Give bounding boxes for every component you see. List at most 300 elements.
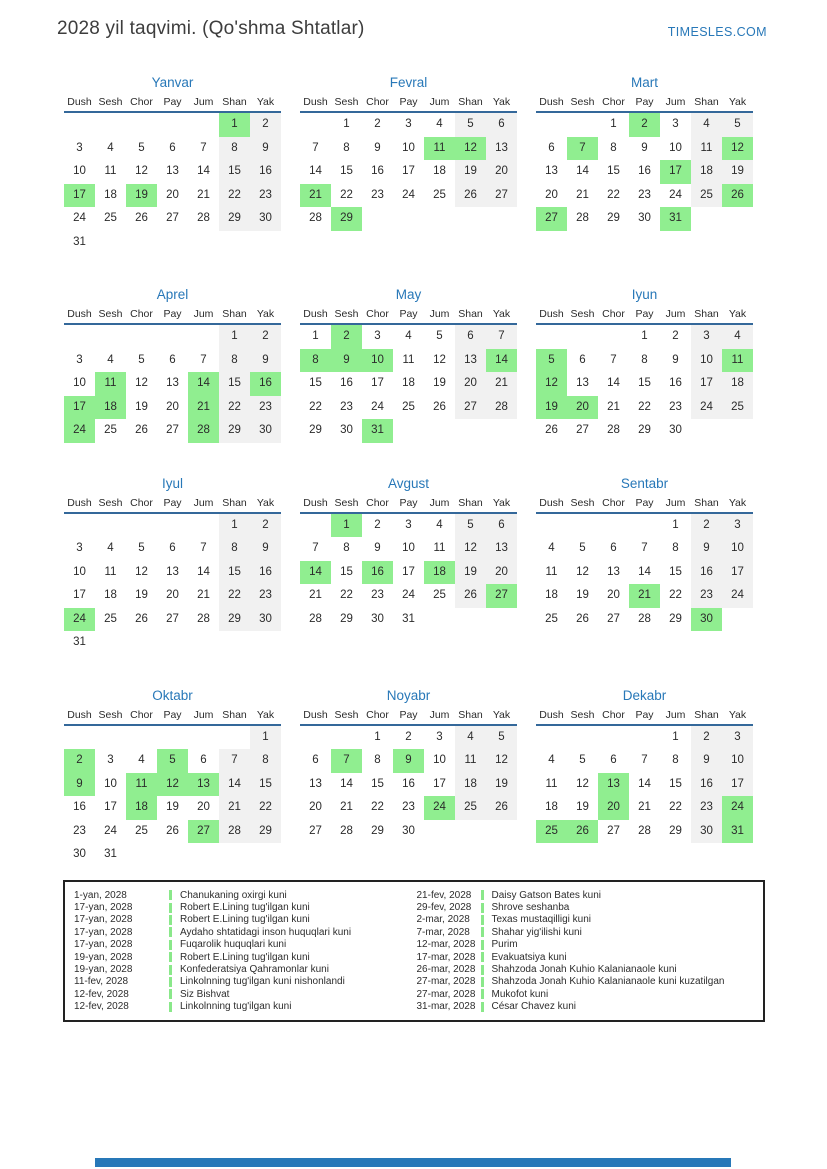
day-cell: 15 (669, 777, 682, 790)
day-cell: 4 (455, 726, 486, 750)
day-cell: 2 (250, 325, 281, 349)
weekday-label: Yak (256, 708, 275, 721)
day-cell: 19 (576, 801, 589, 813)
day-cell: 6 (548, 141, 555, 154)
legend-date: 12-mar, 2028 (416, 939, 476, 951)
day-cell: 3 (76, 353, 83, 366)
day-cell: 10 (402, 141, 415, 154)
day-cell: 22 (371, 801, 384, 813)
legend-holiday-name: Siz Bishvat (180, 988, 230, 1000)
legend-date: 17-yan, 2028 (74, 926, 133, 938)
day-cell: 2 (672, 330, 679, 342)
empty-cell (629, 726, 660, 750)
weekday-label: Jum (429, 96, 450, 108)
day-cell: 22 (340, 188, 353, 201)
weekday-label: Yak (492, 708, 511, 721)
day-cell: 26 (722, 184, 753, 208)
day-cell: 12 (486, 749, 517, 773)
weekday-label: Pay (399, 308, 418, 320)
weekday-label: Sesh (334, 708, 359, 721)
day-cell: 26 (576, 612, 589, 625)
day-cell: 27 (536, 207, 567, 231)
day-cell: 29 (669, 824, 682, 837)
legend-holiday-name: Fuqarolik huquqlari kuni (180, 939, 287, 951)
day-cell: 23 (371, 589, 384, 601)
day-cell: 6 (579, 353, 586, 366)
empty-cell (64, 325, 95, 349)
day-cell: 16 (402, 777, 415, 790)
day-cell: 10 (433, 754, 446, 766)
weekday-row (536, 308, 753, 325)
weekday-label: Shan (222, 96, 247, 108)
day-cell: 1 (374, 730, 381, 743)
day-cell: 23 (402, 801, 415, 813)
day-cell: 21 (638, 801, 651, 813)
month-title: Sentabr (620, 475, 669, 491)
day-cell: 2 (374, 118, 381, 130)
day-cell: 18 (104, 589, 117, 601)
day-cell: 22 (219, 396, 250, 420)
legend-date: 17-yan, 2028 (74, 939, 133, 951)
weekday-label: Shan (458, 308, 483, 320)
legend-holiday-name: Texas mustaqilligi kuni (491, 914, 591, 926)
weekday-row (64, 96, 281, 113)
day-cell: 7 (610, 353, 617, 366)
legend-row (417, 1001, 760, 1013)
weekday-label: Dush (303, 496, 328, 509)
day-cell: 14 (638, 777, 651, 790)
day-cell: 22 (669, 801, 682, 813)
days-grid (300, 325, 517, 443)
weekday-label: Chor (602, 308, 625, 320)
day-cell: 28 (197, 612, 210, 625)
weekday-label: Chor (366, 708, 389, 721)
day-cell: 26 (433, 400, 446, 413)
legend-row (417, 988, 760, 1000)
holiday-tick-icon (169, 915, 172, 925)
weekday-label: Sesh (98, 96, 123, 108)
weekday-label: Pay (163, 96, 182, 108)
weekday-label: Jum (665, 96, 686, 108)
day-cell: 23 (691, 796, 722, 820)
weekday-label: Jum (665, 496, 686, 509)
day-cell: 15 (607, 165, 620, 177)
day-cell: 10 (73, 565, 86, 578)
day-cell: 16 (250, 160, 281, 184)
holiday-tick-icon (481, 927, 484, 937)
weekday-label: Dush (539, 496, 564, 509)
empty-cell (331, 726, 362, 750)
day-cell: 21 (486, 372, 517, 396)
empty-cell (126, 726, 157, 750)
day-cell: 11 (433, 542, 446, 554)
day-cell: 11 (95, 372, 126, 396)
day-cell: 2 (64, 749, 95, 773)
weekday-label: Shan (222, 496, 247, 509)
day-cell: 30 (73, 848, 86, 860)
day-cell: 14 (607, 377, 620, 389)
day-cell: 13 (166, 165, 179, 177)
empty-cell (536, 113, 567, 137)
day-cell: 31 (73, 235, 86, 248)
month-block (536, 687, 753, 844)
days-grid (536, 325, 753, 443)
day-cell: 27 (309, 824, 322, 837)
legend-row (74, 988, 417, 1000)
legend-row (74, 1001, 417, 1013)
day-cell: 20 (486, 160, 517, 184)
day-cell: 27 (166, 424, 179, 436)
day-cell: 20 (309, 801, 322, 813)
weekday-row (64, 308, 281, 325)
legend-row (417, 926, 760, 938)
day-cell: 31 (402, 612, 415, 625)
day-cell: 7 (219, 749, 250, 773)
day-cell: 26 (166, 824, 179, 837)
day-cell: 16 (340, 377, 353, 389)
day-cell: 3 (374, 330, 381, 342)
empty-cell (188, 113, 219, 137)
day-cell: 19 (455, 561, 486, 585)
day-cell: 13 (166, 377, 179, 389)
day-cell: 20 (166, 400, 179, 413)
day-cell: 5 (722, 113, 753, 137)
day-cell: 9 (331, 349, 362, 373)
weekday-label: Shan (694, 96, 719, 108)
month-title: Avgust (387, 475, 430, 491)
day-cell: 17 (691, 372, 722, 396)
day-cell: 13 (545, 165, 558, 177)
day-cell: 10 (73, 165, 86, 177)
legend-row (74, 926, 417, 938)
day-cell: 24 (722, 796, 753, 820)
day-cell: 14 (340, 777, 353, 790)
day-cell: 21 (197, 188, 210, 201)
legend-holiday-name: Shahar yig'ilishi kuni (491, 926, 582, 938)
empty-cell (567, 325, 598, 349)
weekday-label: Shan (694, 496, 719, 509)
weekday-label: Pay (163, 496, 182, 509)
month-block (64, 74, 281, 254)
day-cell: 9 (374, 542, 381, 554)
empty-cell (95, 514, 126, 538)
weekday-label: Dush (67, 496, 92, 509)
day-cell: 19 (576, 589, 589, 601)
day-cell: 6 (200, 754, 207, 766)
day-cell: 15 (250, 773, 281, 797)
day-cell: 15 (309, 377, 322, 389)
day-cell: 31 (722, 820, 753, 844)
empty-cell (157, 325, 188, 349)
day-cell: 4 (138, 754, 145, 766)
day-cell: 30 (669, 424, 682, 436)
day-cell: 20 (197, 801, 210, 813)
empty-cell (300, 113, 331, 137)
weekday-label: Shan (222, 308, 247, 320)
weekday-label: Dush (303, 308, 328, 320)
empty-cell (629, 514, 660, 538)
day-cell: 17 (371, 377, 384, 389)
day-cell: 3 (76, 141, 83, 154)
day-cell: 27 (486, 584, 517, 608)
day-cell: 18 (691, 160, 722, 184)
holiday-tick-icon (481, 903, 484, 913)
day-cell: 12 (722, 137, 753, 161)
day-cell: 24 (402, 188, 415, 201)
day-cell: 30 (250, 419, 281, 443)
day-cell: 3 (722, 514, 753, 538)
day-cell: 13 (188, 773, 219, 797)
day-cell: 9 (393, 749, 424, 773)
month-block (536, 286, 753, 443)
day-cell: 14 (300, 561, 331, 585)
legend-holiday-name: Chanukaning oxirgi kuni (180, 889, 287, 901)
day-cell: 15 (638, 377, 651, 389)
day-cell: 6 (610, 542, 617, 554)
legend-col-right (417, 889, 760, 1013)
weekday-label: Sesh (334, 308, 359, 320)
day-cell: 12 (135, 377, 148, 389)
weekday-label: Yak (256, 496, 275, 509)
day-cell: 21 (576, 188, 589, 201)
weekday-label: Pay (635, 308, 654, 320)
weekday-label: Dush (539, 96, 564, 108)
legend-holiday-name: Robert E.Lining tug'ilgan kuni (180, 914, 310, 926)
day-cell: 11 (722, 349, 753, 373)
day-cell: 27 (576, 424, 589, 436)
empty-cell (598, 514, 629, 538)
day-cell: 17 (104, 801, 117, 813)
day-cell: 14 (219, 773, 250, 797)
day-cell: 31 (660, 207, 691, 231)
legend-date: 27-mar, 2028 (416, 988, 476, 1000)
day-cell: 9 (250, 137, 281, 161)
day-cell: 5 (455, 514, 486, 538)
day-cell: 3 (405, 518, 412, 531)
holiday-tick-icon (169, 890, 172, 900)
day-cell: 13 (455, 349, 486, 373)
day-cell: 26 (545, 424, 558, 436)
legend-holiday-name: Purim (491, 939, 518, 951)
day-cell: 26 (455, 584, 486, 608)
day-cell: 14 (576, 165, 589, 177)
weekday-label: Yak (256, 308, 275, 320)
weekday-label: Shan (458, 496, 483, 509)
weekday-label: Yak (728, 96, 747, 108)
legend-holiday-name: Robert E.Lining tug'ilgan kuni (180, 902, 310, 914)
day-cell: 18 (95, 396, 126, 420)
day-cell: 5 (579, 542, 586, 554)
day-cell: 16 (691, 773, 722, 797)
day-cell: 7 (200, 141, 207, 154)
weekday-row (300, 96, 517, 113)
day-cell: 1 (672, 730, 679, 743)
day-cell: 24 (669, 188, 682, 201)
day-cell: 18 (126, 796, 157, 820)
day-cell: 24 (371, 400, 384, 413)
weekday-label: Sesh (334, 96, 359, 108)
month-title: Yanvar (151, 75, 194, 90)
day-cell: 29 (669, 612, 682, 625)
day-cell: 23 (73, 824, 86, 837)
day-cell: 11 (402, 353, 415, 366)
day-cell: 6 (312, 754, 319, 766)
weekday-label: Sesh (98, 708, 123, 721)
holiday-tick-icon (481, 989, 484, 999)
legend-holiday-name: Shahzoda Jonah Kuhio Kalanianaole kuni (491, 964, 677, 976)
day-cell: 5 (138, 353, 145, 366)
day-cell: 26 (135, 212, 148, 224)
legend-date: 17-yan, 2028 (74, 902, 133, 914)
day-cell: 17 (402, 565, 415, 578)
legend-holiday-name: César Chavez kuni (491, 1001, 576, 1013)
day-cell: 22 (219, 584, 250, 608)
weekday-label: Jum (665, 708, 686, 721)
day-cell: 14 (309, 165, 322, 177)
day-cell: 16 (691, 561, 722, 585)
day-cell: 9 (374, 141, 381, 154)
day-cell: 7 (312, 542, 319, 554)
weekday-label: Pay (635, 96, 654, 108)
day-cell: 30 (638, 212, 651, 224)
legend-date: 11-fev, 2028 (74, 976, 129, 988)
day-cell: 21 (309, 589, 322, 601)
day-cell: 6 (169, 542, 176, 554)
empty-cell (300, 726, 331, 750)
days-grid (64, 113, 281, 254)
day-cell: 6 (486, 514, 517, 538)
holiday-tick-icon (481, 977, 484, 987)
holiday-tick-icon (481, 940, 484, 950)
day-cell: 17 (402, 165, 415, 177)
day-cell: 24 (402, 589, 415, 601)
empty-cell (126, 325, 157, 349)
holiday-tick-icon (169, 903, 172, 913)
day-cell: 11 (545, 777, 558, 790)
day-cell: 14 (197, 565, 210, 578)
weekday-label: Jum (193, 308, 214, 320)
day-cell: 28 (638, 824, 651, 837)
days-grid (300, 726, 517, 844)
day-cell: 1 (219, 514, 250, 538)
day-cell: 18 (402, 377, 415, 389)
weekday-label: Pay (635, 496, 654, 509)
day-cell: 6 (455, 325, 486, 349)
day-cell: 16 (250, 372, 281, 396)
day-cell: 10 (722, 749, 753, 773)
legend-date: 31-mar, 2028 (416, 1001, 476, 1013)
day-cell: 29 (331, 207, 362, 231)
day-cell: 18 (545, 589, 558, 601)
empty-cell (188, 514, 219, 538)
day-cell: 29 (219, 419, 250, 443)
empty-cell (157, 514, 188, 538)
days-grid (536, 113, 753, 231)
site-link[interactable]: TIMESLES.COM (667, 25, 767, 39)
empty-cell (536, 514, 567, 538)
legend-holiday-name: Konfederatsiya Qahramonlar kuni (180, 964, 329, 976)
day-cell: 15 (219, 561, 250, 585)
day-cell: 27 (455, 396, 486, 420)
day-cell: 16 (669, 377, 682, 389)
legend-date: 7-mar, 2028 (416, 926, 470, 938)
empty-cell (300, 514, 331, 538)
legend-date: 19-yan, 2028 (74, 951, 133, 963)
empty-cell (95, 325, 126, 349)
weekday-label: Jum (193, 96, 214, 108)
day-cell: 29 (309, 424, 322, 436)
weekday-label: Chor (366, 496, 389, 509)
legend-date: 26-mar, 2028 (416, 964, 476, 976)
day-cell: 4 (107, 141, 114, 154)
day-cell: 22 (340, 589, 353, 601)
empty-cell (567, 514, 598, 538)
weekday-label: Dush (67, 96, 92, 108)
day-cell: 5 (138, 542, 145, 554)
day-cell: 4 (405, 330, 412, 342)
day-cell: 17 (64, 396, 95, 420)
day-cell: 2 (250, 113, 281, 137)
day-cell: 8 (672, 542, 679, 554)
day-cell: 20 (567, 396, 598, 420)
empty-cell (64, 113, 95, 137)
day-cell: 29 (250, 820, 281, 844)
day-cell: 19 (486, 773, 517, 797)
day-cell: 21 (340, 801, 353, 813)
day-cell: 30 (691, 608, 722, 632)
day-cell: 23 (340, 400, 353, 413)
day-cell: 7 (486, 325, 517, 349)
weekday-label: Pay (399, 708, 418, 721)
day-cell: 25 (402, 400, 415, 413)
holiday-tick-icon (169, 940, 172, 950)
day-cell: 12 (576, 565, 589, 578)
day-cell: 8 (219, 537, 250, 561)
legend-row (417, 976, 760, 988)
day-cell: 4 (107, 353, 114, 366)
weekday-label: Jum (193, 496, 214, 509)
day-cell: 9 (691, 537, 722, 561)
day-cell: 17 (73, 589, 86, 601)
day-cell: 28 (197, 212, 210, 224)
day-cell: 3 (672, 118, 679, 130)
weekday-label: Yak (256, 96, 275, 108)
weekday-label: Dush (303, 96, 328, 108)
day-cell: 11 (545, 565, 558, 578)
month-title: Oktabr (152, 687, 193, 703)
day-cell: 12 (135, 165, 148, 177)
day-cell: 18 (545, 801, 558, 813)
empty-cell (126, 514, 157, 538)
day-cell: 17 (722, 561, 753, 585)
legend-holiday-name: Linkolnning tug'ilgan kuni (180, 1001, 292, 1013)
day-cell: 29 (219, 207, 250, 231)
empty-cell (567, 113, 598, 137)
weekday-label: Jum (193, 708, 214, 721)
day-cell: 23 (250, 184, 281, 208)
holiday-tick-icon (481, 965, 484, 975)
day-cell: 2 (405, 730, 412, 743)
weekday-label: Dush (67, 308, 92, 320)
legend-date: 1-yan, 2028 (74, 889, 127, 901)
day-cell: 1 (250, 726, 281, 750)
day-cell: 8 (250, 749, 281, 773)
day-cell: 1 (610, 118, 617, 130)
holiday-tick-icon (481, 915, 484, 925)
day-cell: 21 (607, 400, 620, 413)
day-cell: 28 (188, 419, 219, 443)
day-cell: 8 (343, 141, 350, 154)
